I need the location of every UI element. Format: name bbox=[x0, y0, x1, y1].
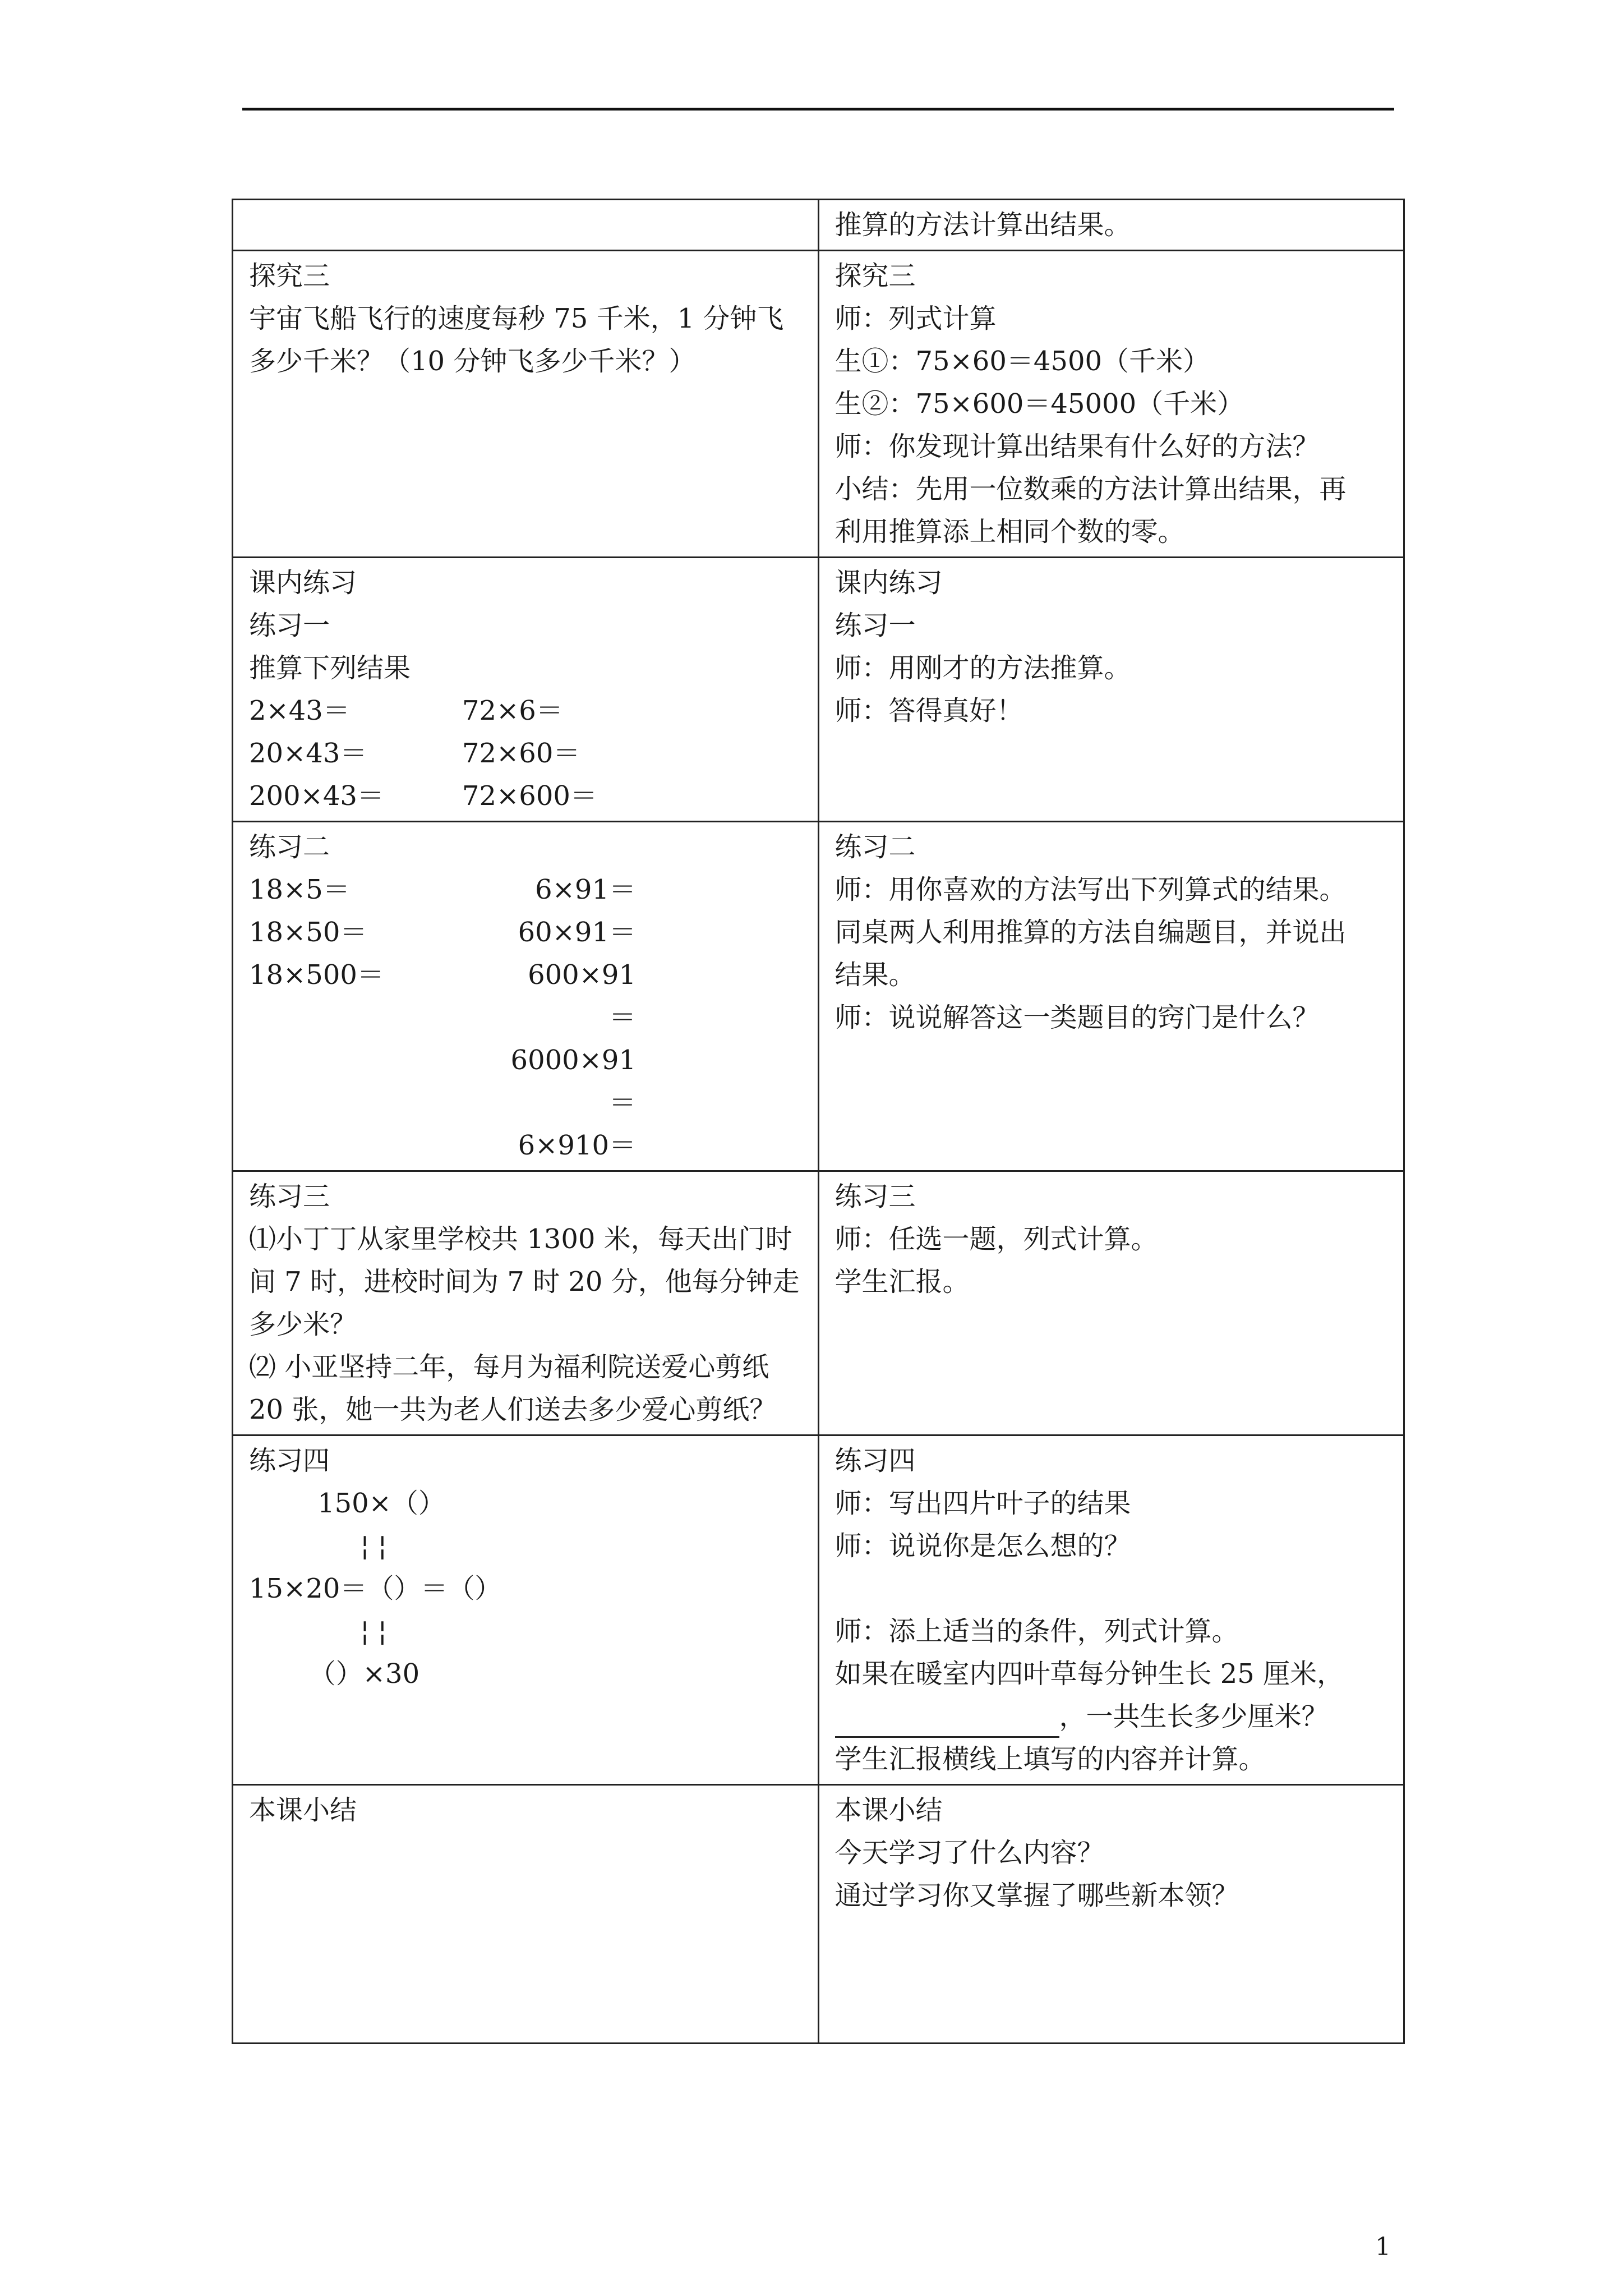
right-cell bbox=[818, 1435, 1404, 1785]
table-row bbox=[233, 822, 1404, 1171]
equation: 20×43＝ bbox=[249, 738, 367, 769]
equation: 18×500＝ bbox=[249, 959, 384, 991]
table-row bbox=[233, 1785, 1404, 2044]
section-heading: 练习四 bbox=[834, 1445, 916, 1476]
text-line: 师：列式计算 bbox=[834, 303, 997, 334]
section-heading: 课内练习 bbox=[834, 567, 943, 599]
left-cell bbox=[233, 200, 819, 251]
right-cell bbox=[818, 251, 1404, 558]
right-cell bbox=[818, 558, 1404, 822]
text-line bbox=[835, 1567, 1388, 1610]
right-cell bbox=[818, 1785, 1404, 2044]
text-line: 生①：75×60＝4500（千米） bbox=[834, 346, 1210, 377]
equation bbox=[249, 1124, 507, 1167]
text-line: 师：说说解答这一类题目的窍门是什么？ bbox=[834, 1002, 1320, 1033]
text-line: 师：你发现计算出结果有什么好的方法？ bbox=[834, 431, 1320, 462]
text-line: 生②：75×600＝45000（千米） bbox=[834, 388, 1244, 420]
section-heading: 练习三 bbox=[249, 1181, 330, 1212]
text-line: 学生汇报横线上填写的内容并计算。 bbox=[834, 1743, 1266, 1775]
section-heading: 本课小结 bbox=[249, 1795, 357, 1826]
left-cell bbox=[233, 1171, 819, 1435]
left-cell bbox=[233, 822, 819, 1171]
text-line: 学生汇报。 bbox=[834, 1266, 970, 1297]
section-heading: 练习一 bbox=[249, 610, 330, 641]
left-cell bbox=[233, 1785, 819, 2044]
equation-diagram-line: 15×20＝（）＝（） bbox=[249, 1573, 502, 1604]
text-line: ⑵ 小亚坚持二年，每月为福利院送爱心剪纸 bbox=[249, 1351, 769, 1383]
equation: 18×5＝ bbox=[249, 874, 350, 905]
fill-in-line bbox=[835, 1695, 1388, 1738]
equation: 6000×91＝ bbox=[510, 1045, 636, 1119]
section-heading: 练习四 bbox=[249, 1445, 330, 1476]
header-rule bbox=[242, 108, 1394, 111]
section-heading: 练习一 bbox=[834, 610, 916, 641]
section-heading: 探究三 bbox=[249, 260, 330, 292]
table-row bbox=[233, 1435, 1404, 1785]
section-heading: 练习二 bbox=[249, 831, 330, 863]
text-line: 推算下列结果 bbox=[249, 652, 411, 684]
table-row bbox=[233, 1171, 1404, 1435]
text-line: 师：答得真好！ bbox=[834, 695, 1023, 726]
text-line: 多少千米？（10 分钟飞多少千米？） bbox=[249, 346, 696, 377]
text-line: 师：添上适当的条件，列式计算。 bbox=[834, 1616, 1239, 1647]
section-heading: 探究三 bbox=[834, 260, 916, 292]
equation-diagram-line: 150×（） bbox=[249, 1488, 445, 1519]
equation: 6×910＝ bbox=[518, 1130, 636, 1161]
left-cell bbox=[233, 1435, 819, 1785]
exercise-grid bbox=[249, 868, 802, 1167]
text-line: 如果在暖室内四叶草每分钟生长 25 厘米， bbox=[834, 1658, 1344, 1690]
text-line: ⑴小丁丁从家里学校共 1300 米，每天出门时 bbox=[249, 1223, 792, 1255]
table-row bbox=[233, 251, 1404, 558]
left-cell bbox=[233, 558, 819, 822]
equation-diagram-line: （）×30 bbox=[249, 1658, 420, 1690]
equation: 60×91＝ bbox=[518, 917, 636, 948]
equation: 2×43＝ bbox=[249, 695, 350, 726]
equation: 6×91＝ bbox=[535, 874, 636, 905]
text-line: 师：说说你是怎么想的？ bbox=[834, 1530, 1131, 1562]
text-line: 多少米？ bbox=[249, 1309, 357, 1340]
text-line: 师：任选一题，列式计算。 bbox=[834, 1223, 1158, 1255]
text-line: 今天学习了什么内容？ bbox=[834, 1837, 1104, 1869]
text-line: 同桌两人利用推算的方法自编题目，并说出 bbox=[834, 917, 1347, 948]
left-cell bbox=[233, 251, 819, 558]
equation: 200×43＝ bbox=[249, 780, 384, 812]
fill-in-blank bbox=[835, 1708, 1059, 1738]
lesson-plan-table bbox=[232, 199, 1405, 2044]
exercise-grid bbox=[249, 689, 802, 817]
right-cell bbox=[818, 1171, 1404, 1435]
section-heading: 练习三 bbox=[834, 1181, 916, 1212]
equation: 600×91＝ bbox=[528, 959, 636, 1033]
text-line: 间 7 时，进校时间为 7 时 20 分，他每分钟走 bbox=[249, 1266, 800, 1297]
text-line: 推算的方法计算出结果。 bbox=[834, 209, 1131, 241]
table-row bbox=[233, 200, 1404, 251]
equation: 72×600＝ bbox=[462, 780, 597, 812]
equation: 72×6＝ bbox=[462, 695, 563, 726]
equation: 18×50＝ bbox=[249, 917, 367, 948]
right-cell bbox=[818, 200, 1404, 251]
text-line: 师：写出四片叶子的结果 bbox=[834, 1488, 1131, 1519]
equation bbox=[249, 1039, 507, 1124]
equation: 72×60＝ bbox=[462, 738, 580, 769]
text-line: 利用推算添上相同个数的零。 bbox=[834, 516, 1185, 547]
text-line: 小结：先用一位数乘的方法计算出结果，再 bbox=[834, 473, 1347, 505]
text-line: 师：用你喜欢的方法写出下列算式的结果。 bbox=[834, 874, 1347, 905]
equation-diagram-line: ¦ ¦ bbox=[249, 1616, 387, 1647]
text-fragment: ，一共生长多少厘米？ bbox=[1059, 1701, 1329, 1732]
page-number: 1 bbox=[1375, 2233, 1391, 2261]
text-line: 宇宙飞船飞行的速度每秒 75 千米，1 分钟飞 bbox=[249, 303, 784, 334]
section-heading: 练习二 bbox=[834, 831, 916, 863]
text-line: 结果。 bbox=[834, 959, 916, 991]
text-line: 师：用刚才的方法推算。 bbox=[834, 652, 1131, 684]
text-line: 通过学习你又掌握了哪些新本领？ bbox=[834, 1880, 1239, 1911]
section-heading: 本课小结 bbox=[834, 1795, 943, 1826]
table-row bbox=[233, 558, 1404, 822]
text-line: 20 张，她一共为老人们送去多少爱心剪纸？ bbox=[249, 1394, 777, 1425]
right-cell bbox=[818, 822, 1404, 1171]
equation-diagram-line: ¦ ¦ bbox=[249, 1530, 387, 1562]
section-heading: 课内练习 bbox=[249, 567, 357, 599]
